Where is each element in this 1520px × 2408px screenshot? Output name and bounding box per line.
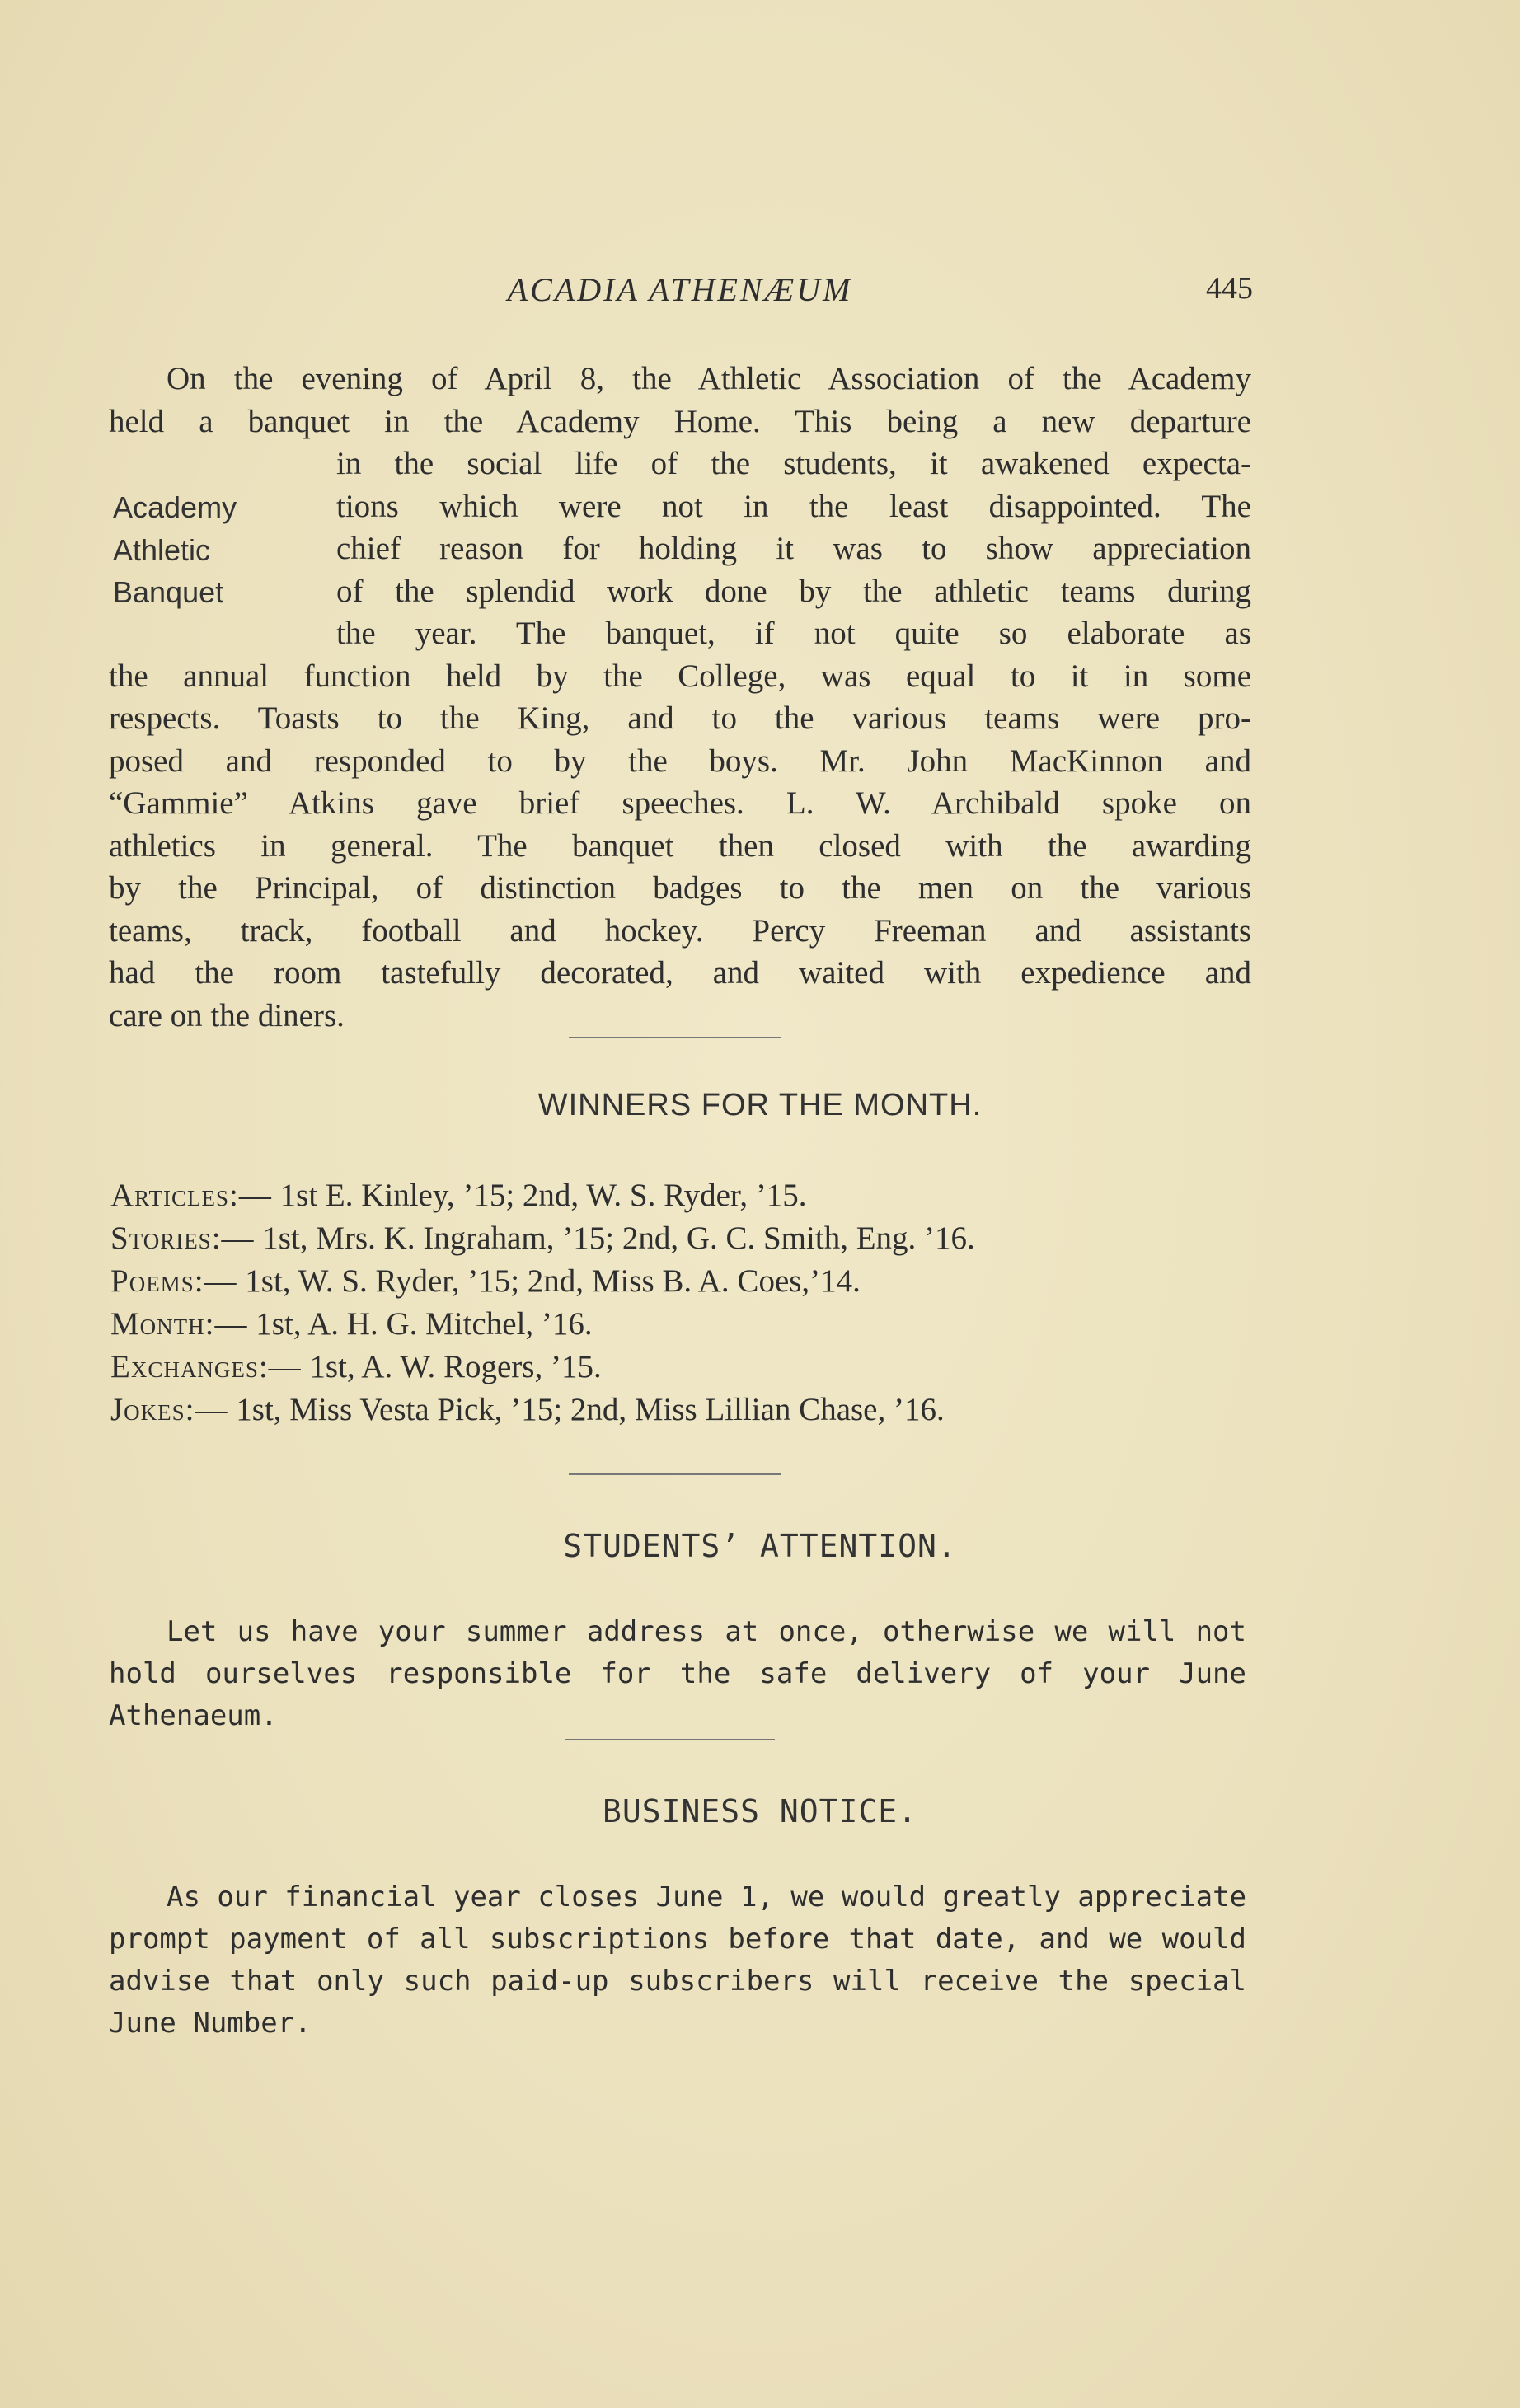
winner-entry [110, 1303, 975, 1346]
article-line: of the splendid work done by the athletic teams during [336, 573, 1251, 609]
notice-line: Athenaeum. [109, 1699, 278, 1732]
article-line: the year. The banquet, if not quite so elaborate as [336, 616, 1251, 651]
winner-text: 1st, W. S. Ryder, ’15; 2nd, Miss B. A. Coes,’14. [237, 1263, 861, 1299]
winner-entry [110, 1260, 975, 1303]
article-line: athletics in general. The banquet then closed with the awarding [109, 827, 1251, 864]
winner-text: 1st, Mrs. K. Ingraham, ’15; 2nd, G. C. Smith, Eng. ’16. [254, 1220, 975, 1256]
section-divider [569, 1037, 781, 1038]
winner-text: 1st, A. W. Rogers, ’15. [301, 1349, 602, 1384]
winner-category: Exchanges:— [110, 1349, 302, 1384]
winner-category: Stories:— [110, 1220, 255, 1256]
winner-entry [110, 1174, 975, 1217]
notice-line: June Number. [109, 2007, 312, 2040]
article-line: held a banquet in the Academy Home. This being a new departure [109, 403, 1251, 439]
article-line: respects. Toasts to the King, and to the various teams were pro- [109, 700, 1251, 736]
business-notice-title: BUSINESS NOTICE. [602, 1793, 918, 1829]
students-attention-body [109, 1611, 1246, 1737]
winner-entry [110, 1346, 975, 1389]
business-notice-body [109, 1876, 1246, 2045]
article-line: had the room tastefully decorated, and waited with expedience and [109, 955, 1251, 991]
winner-category: Poems:— [110, 1263, 237, 1299]
article-line: the annual function held by the College, was equal to it in some [109, 658, 1251, 694]
notice-line: Let us have your summer address at once, otherwise we will not [167, 1615, 1246, 1648]
notice-line: As our financial year closes June 1, we would greatly appreciate [167, 1881, 1246, 1914]
notice-line: prompt payment of all subscriptions before that date, and we would [109, 1923, 1246, 1956]
banquet-article [109, 358, 1251, 1037]
article-line: care on the diners. [109, 997, 345, 1033]
article-line: by the Principal, of distinction badges to the men on the various [109, 870, 1251, 906]
winner-text: 1st, Miss Vesta Pick, ’15; 2nd, Miss Lillian Chase, ’16. [228, 1392, 945, 1427]
notice-line: hold ourselves responsible for the safe delivery of your June [109, 1657, 1246, 1690]
article-line: in the social life of the students, it awakened expecta- [336, 446, 1251, 481]
article-line: On the evening of April 8, the Athletic Association of the Academy [167, 361, 1251, 396]
section-divider [565, 1739, 775, 1740]
students-attention-title: STUDENTS’ ATTENTION. [563, 1528, 957, 1564]
notice-line: advise that only such paid-up subscribers will receive the special [109, 1965, 1246, 1998]
article-line: chief reason for holding it was to show appreciation [336, 531, 1251, 566]
winner-entry [110, 1389, 975, 1431]
page-number: 445 [1206, 271, 1253, 306]
winner-category: Articles:— [110, 1178, 272, 1213]
section-divider [569, 1473, 781, 1475]
side-heading-line: Athletic [113, 532, 211, 567]
winners-title: WINNERS FOR THE MONTH. [537, 1088, 983, 1122]
winner-category: Jokes:— [110, 1392, 228, 1427]
side-heading-line: Academy [113, 490, 237, 524]
winner-text: 1st E. Kinley, ’15; 2nd, W. S. Ryder, ’15. [271, 1178, 807, 1213]
running-title: ACADIA ATHENÆUM [507, 271, 853, 308]
article-line: posed and responded to by the boys. Mr. John MacKinnon and [109, 743, 1251, 779]
winner-category: Month:— [110, 1306, 248, 1342]
article-line: tions which were not in the least disappointed. The [336, 488, 1251, 524]
running-header [107, 270, 1253, 312]
side-heading-line: Banquet [113, 575, 224, 609]
article-line: “Gammie” Atkins gave brief speeches. L. W. Archibald spoke on [109, 785, 1251, 821]
article-line: teams, track, football and hockey. Percy Freeman and assistants [109, 912, 1251, 949]
winner-text: 1st, A. H. G. Mitchel, ’16. [247, 1306, 593, 1342]
winners-list [110, 1174, 975, 1431]
winner-entry [110, 1217, 975, 1260]
